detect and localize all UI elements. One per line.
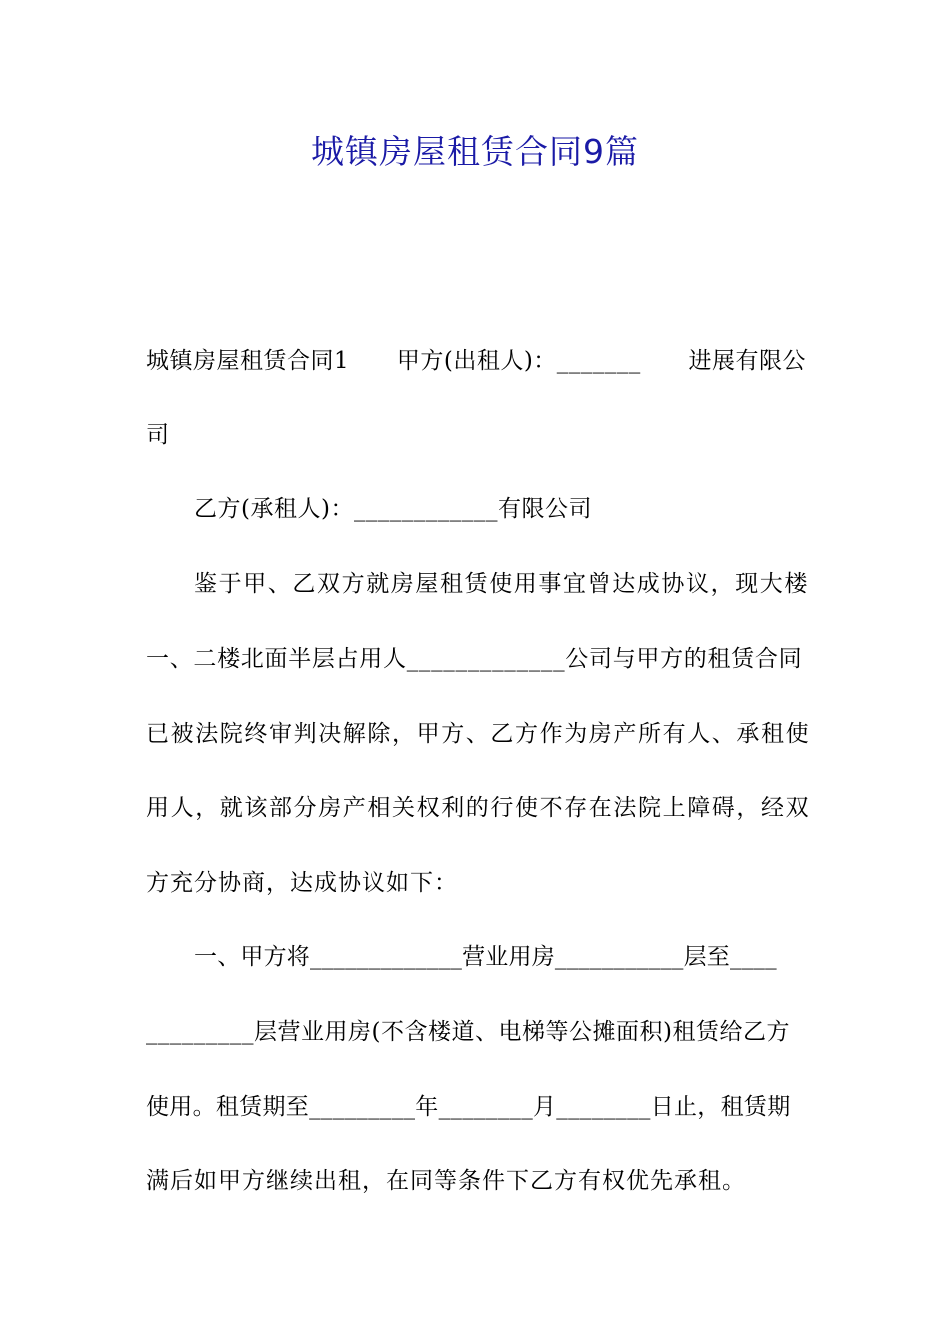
- party-b-line: 乙方(承租人)：____________有限公司: [194, 496, 592, 522]
- paragraph-line-7: 用人，就该部分房产相关权利的行使不存在法院上障碍，经双: [146, 795, 811, 821]
- contract-heading: 城镇房屋租赁合同1: [146, 348, 350, 374]
- party-a-label: 甲方(出租人)：_______: [396, 348, 641, 374]
- paragraph-line-1: [146, 343, 806, 379]
- clause-1-line-1: 一、甲方将_____________营业用房___________层至____: [194, 944, 777, 970]
- party-a-company: 进展有限公: [688, 348, 806, 374]
- paragraph-line-4: 鉴于甲、乙双方就房屋租赁使用事宜曾达成协议，现大楼: [194, 571, 809, 597]
- paragraph-line-6: 已被法院终审判决解除，甲方、乙方作为房产所有人、承租使: [146, 721, 811, 747]
- clause-1-line-3: 使用。租赁期至_________年________月________日止，租赁期: [146, 1094, 791, 1120]
- paragraph-line-5: 一、二楼北面半层占用人_____________公司与甲方的租赁合同: [146, 646, 803, 672]
- paragraph-line-8: 方充分协商，达成协议如下：: [146, 870, 458, 896]
- document-title: 城镇房屋租赁合同9篇: [311, 132, 639, 171]
- clause-1-line-4: 满后如甲方继续出租，在同等条件下乙方有权优先承租。: [146, 1168, 746, 1194]
- clause-1-line-2: _________层营业用房(不含楼道、电梯等公摊面积)租赁给乙方: [146, 1019, 790, 1045]
- paragraph-line-2: 司: [146, 422, 170, 448]
